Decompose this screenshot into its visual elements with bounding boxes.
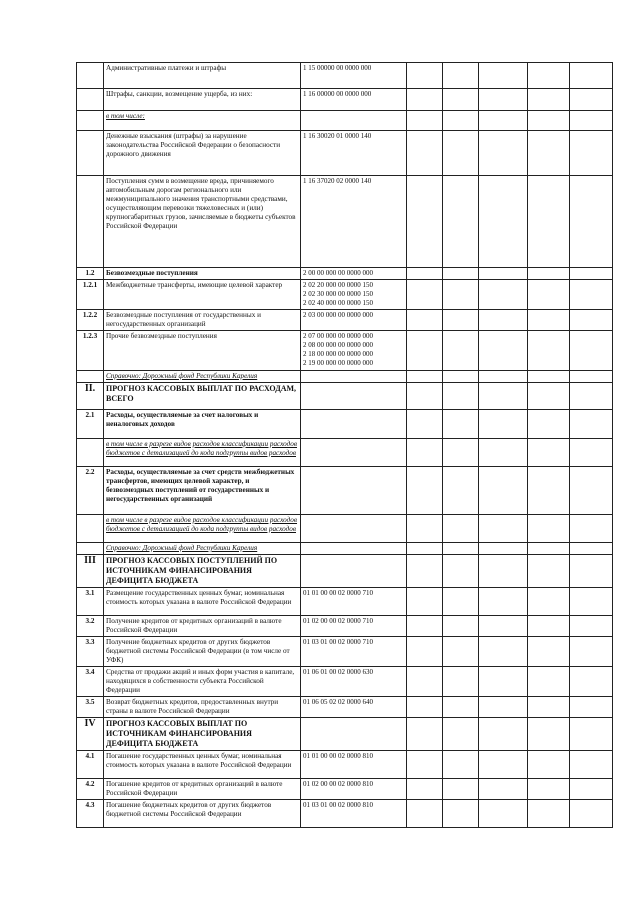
value-cell [443,268,479,280]
value-cell [528,371,570,383]
value-cell [570,667,613,697]
value-cell [528,268,570,280]
value-cell [407,467,443,515]
value-cell [528,779,570,800]
value-cell [528,176,570,268]
value-cell [528,555,570,588]
value-cell [570,439,613,467]
table-row [77,280,613,310]
value-cell [479,751,528,779]
value-cell [528,515,570,543]
value-cell [528,111,570,131]
value-cell [479,310,528,331]
table-row [77,779,613,800]
value-cell [479,667,528,697]
value-cell [407,616,443,637]
row-number [77,371,104,383]
value-cell [528,588,570,616]
value-cell [479,176,528,268]
value-cell [570,588,613,616]
table-row [77,89,613,111]
value-cell [407,410,443,439]
value-cell [443,280,479,310]
value-cell [407,176,443,268]
value-cell [443,176,479,268]
value-cell [570,176,613,268]
value-cell [443,515,479,543]
row-number: 1.2.1 [77,280,104,310]
value-cell [479,515,528,543]
table-row [77,111,613,131]
value-cell [570,555,613,588]
table-row [77,439,613,467]
value-cell [479,89,528,111]
value-cell [528,331,570,371]
row-budget-code [301,439,407,467]
value-cell [407,543,443,555]
value-cell [479,111,528,131]
row-description: Административные платежи и штрафы [104,63,301,89]
value-cell [528,310,570,331]
row-description: ПРОГНОЗ КАССОВЫХ ПОСТУПЛЕНИЙ ПО ИСТОЧНИКАМ ФИНАНСИРОВАНИЯ ДЕФИЦИТА БЮДЖЕТА [104,555,301,588]
value-cell [479,616,528,637]
value-cell [528,718,570,751]
value-cell [528,439,570,467]
value-cell [407,89,443,111]
row-number: II. [77,383,104,410]
row-number [77,131,104,176]
row-description: Погашение бюджетных кредитов от других бюджетов бюджетной системы Российской Федерации [104,800,301,828]
row-number: 4.2 [77,779,104,800]
value-cell [443,63,479,89]
value-cell [570,637,613,667]
value-cell [479,410,528,439]
value-cell [443,751,479,779]
row-number: 1.2 [77,268,104,280]
value-cell [407,588,443,616]
value-cell [407,515,443,543]
value-cell [443,718,479,751]
value-cell [570,89,613,111]
row-description: Погашение кредитов от кредитных организаций в валюте Российской Федерации [104,779,301,800]
row-description: Расходы, осуществляемые за счет налоговых и неналоговых доходов [104,410,301,439]
table-row [77,751,613,779]
row-budget-code [301,467,407,515]
value-cell [407,555,443,588]
row-budget-code: 01 03 01 00 02 0000 810 [301,800,407,828]
value-cell [528,751,570,779]
row-budget-code [301,543,407,555]
value-cell [443,371,479,383]
table-row [77,515,613,543]
table-row [77,310,613,331]
row-number: 3.2 [77,616,104,637]
value-cell [479,588,528,616]
table-row [77,467,613,515]
table-row [77,543,613,555]
table-row [77,331,613,371]
value-cell [407,310,443,331]
row-number: 4.3 [77,800,104,828]
value-cell [570,800,613,828]
value-cell [407,371,443,383]
value-cell [443,616,479,637]
row-description: Возврат бюджетных кредитов, предоставленных внутри страны в валюте Российской Федерации [104,697,301,718]
row-number: 3.1 [77,588,104,616]
value-cell [443,111,479,131]
row-description: Прочие безвозмездные поступления [104,331,301,371]
row-budget-code: 2 07 00 000 00 0000 000 2 08 00 000 00 0000 000 2 18 00 000 00 0000 000 2 19 00 000 00 0000 000 [301,331,407,371]
value-cell [570,310,613,331]
row-number: 3.4 [77,667,104,697]
row-description: Размещение государственных ценных бумаг, номинальная стоимость которых указана в валюте Российской Федерации [104,588,301,616]
row-description: в том числе в разрезе видов расходов классификации расходов бюджетов с детализацией до кода подгруппы видов расходов [104,515,301,543]
row-budget-code: 01 03 01 00 02 0000 710 [301,637,407,667]
row-budget-code: 01 01 00 00 02 0000 710 [301,588,407,616]
value-cell [570,467,613,515]
value-cell [443,637,479,667]
row-budget-code: 01 06 05 02 02 0000 640 [301,697,407,718]
row-number [77,543,104,555]
value-cell [407,667,443,697]
row-description: Средства от продажи акций и иных форм участия в капитале, находящихся в собственности субъекта Российской Федерации [104,667,301,697]
row-description: Справочно: Дорожный фонд Республики Карелия [104,543,301,555]
row-number [77,515,104,543]
row-budget-code: 01 02 00 00 02 0000 810 [301,779,407,800]
value-cell [570,616,613,637]
value-cell [407,718,443,751]
value-cell [407,383,443,410]
value-cell [443,667,479,697]
value-cell [570,331,613,371]
value-cell [479,439,528,467]
value-cell [407,637,443,667]
row-number [77,111,104,131]
value-cell [570,751,613,779]
row-description: Межбюджетные трансферты, имеющие целевой характер [104,280,301,310]
row-number: 2.2 [77,467,104,515]
row-budget-code [301,410,407,439]
value-cell [570,131,613,176]
table-row [77,667,613,697]
row-budget-code: 1 16 00000 00 0000 000 [301,89,407,111]
table-row [77,555,613,588]
value-cell [479,371,528,383]
row-description: Поступления сумм в возмещение вреда, причиняемого автомобильным дорогам регионального или межмуниципального значения транспортными средствами, осуществляющим перевозки тяжеловесных и (или) крупногабаритных грузов, зачисляемые в бюджеты субъектов Российской Федерации [104,176,301,268]
row-budget-code [301,111,407,131]
row-budget-code: 2 00 00 000 00 0000 000 [301,268,407,280]
value-cell [407,280,443,310]
row-number: 3.3 [77,637,104,667]
value-cell [443,697,479,718]
row-description: Получение кредитов от кредитных организаций в валюте Российской Федерации [104,616,301,637]
row-budget-code: 1 16 30020 01 0000 140 [301,131,407,176]
value-cell [479,637,528,667]
value-cell [570,371,613,383]
value-cell [407,268,443,280]
row-description: в том числе: [104,111,301,131]
row-number: 1.2.3 [77,331,104,371]
value-cell [407,63,443,89]
table-row [77,268,613,280]
value-cell [443,331,479,371]
row-description: Безвозмездные поступления [104,268,301,280]
value-cell [479,131,528,176]
value-cell [479,383,528,410]
value-cell [570,515,613,543]
value-cell [570,779,613,800]
row-budget-code: 1 15 00000 00 0000 000 [301,63,407,89]
value-cell [479,268,528,280]
value-cell [407,800,443,828]
table-row [77,176,613,268]
row-budget-code [301,371,407,383]
value-cell [528,697,570,718]
value-cell [443,779,479,800]
value-cell [407,779,443,800]
value-cell [479,697,528,718]
value-cell [443,310,479,331]
value-cell [407,331,443,371]
table-row [77,637,613,667]
row-description: Справочно: Дорожный фонд Республики Карелия [104,371,301,383]
table-row [77,718,613,751]
table-row [77,131,613,176]
value-cell [570,718,613,751]
value-cell [570,268,613,280]
value-cell [570,697,613,718]
budget-forecast-table [76,62,613,828]
row-description: ПРОГНОЗ КАССОВЫХ ВЫПЛАТ ПО РАСХОДАМ, ВСЕГО [104,383,301,410]
table-row [77,63,613,89]
value-cell [443,131,479,176]
value-cell [528,280,570,310]
value-cell [479,718,528,751]
value-cell [570,543,613,555]
value-cell [528,667,570,697]
row-description: в том числе в разрезе видов расходов классификации расходов бюджетов с детализацией до кода подгруппы видов расходов [104,439,301,467]
value-cell [443,89,479,111]
row-number: 2.1 [77,410,104,439]
row-budget-code [301,718,407,751]
row-budget-code [301,515,407,543]
row-number [77,176,104,268]
value-cell [407,439,443,467]
row-description: Погашение государственных ценных бумаг, номинальная стоимость которых указана в валюте Российской Федерации [104,751,301,779]
row-description: Штрафы, санкции, возмещение ущерба, из них: [104,89,301,111]
value-cell [528,383,570,410]
value-cell [528,800,570,828]
value-cell [443,800,479,828]
value-cell [528,637,570,667]
value-cell [528,63,570,89]
value-cell [570,63,613,89]
value-cell [479,467,528,515]
value-cell [570,383,613,410]
row-budget-code: 1 16 37020 02 0000 140 [301,176,407,268]
value-cell [528,89,570,111]
row-description: Денежные взыскания (штрафы) за нарушение законодательства Российской Федерации о безопасности дорожного движения [104,131,301,176]
row-description: Получение бюджетных кредитов от других бюджетов бюджетной системы Российской Федерации (в том числе от УФК) [104,637,301,667]
table-row [77,588,613,616]
row-number [77,89,104,111]
row-number: 3.5 [77,697,104,718]
table-row [77,371,613,383]
value-cell [570,410,613,439]
value-cell [443,555,479,588]
row-number: III [77,555,104,588]
value-cell [443,439,479,467]
value-cell [479,800,528,828]
row-number [77,439,104,467]
row-number: IV [77,718,104,751]
table-row [77,383,613,410]
row-budget-code: 01 06 01 00 02 0000 630 [301,667,407,697]
value-cell [479,331,528,371]
value-cell [407,131,443,176]
value-cell [528,616,570,637]
value-cell [407,697,443,718]
row-description: Расходы, осуществляемые за счет средств межбюджетных трансфертов, имеющих целевой характер, и безвозмездных поступлений от государственных и негосударственных организаций [104,467,301,515]
row-budget-code [301,383,407,410]
row-number: 1.2.2 [77,310,104,331]
row-description: Безвозмездные поступления от государственных и негосударственных организаций [104,310,301,331]
row-budget-code: 01 01 00 00 02 0000 810 [301,751,407,779]
value-cell [479,63,528,89]
value-cell [407,111,443,131]
value-cell [479,555,528,588]
value-cell [570,280,613,310]
value-cell [407,751,443,779]
value-cell [528,467,570,515]
value-cell [443,410,479,439]
row-budget-code [301,555,407,588]
value-cell [443,543,479,555]
row-number: 4.1 [77,751,104,779]
value-cell [479,543,528,555]
value-cell [443,383,479,410]
row-budget-code: 2 03 00 000 00 0000 000 [301,310,407,331]
value-cell [528,410,570,439]
value-cell [479,280,528,310]
row-budget-code: 01 02 00 00 02 0000 710 [301,616,407,637]
value-cell [443,467,479,515]
row-budget-code: 2 02 20 000 00 0000 150 2 02 30 000 00 0000 150 2 02 40 000 00 0000 150 [301,280,407,310]
row-number [77,63,104,89]
table-row [77,616,613,637]
row-description: ПРОГНОЗ КАССОВЫХ ВЫПЛАТ ПО ИСТОЧНИКАМ ФИНАНСИРОВАНИЯ ДЕФИЦИТА БЮДЖЕТА [104,718,301,751]
value-cell [528,131,570,176]
table-row [77,410,613,439]
value-cell [479,779,528,800]
value-cell [570,111,613,131]
value-cell [528,543,570,555]
value-cell [443,588,479,616]
table-row [77,800,613,828]
table-row [77,697,613,718]
